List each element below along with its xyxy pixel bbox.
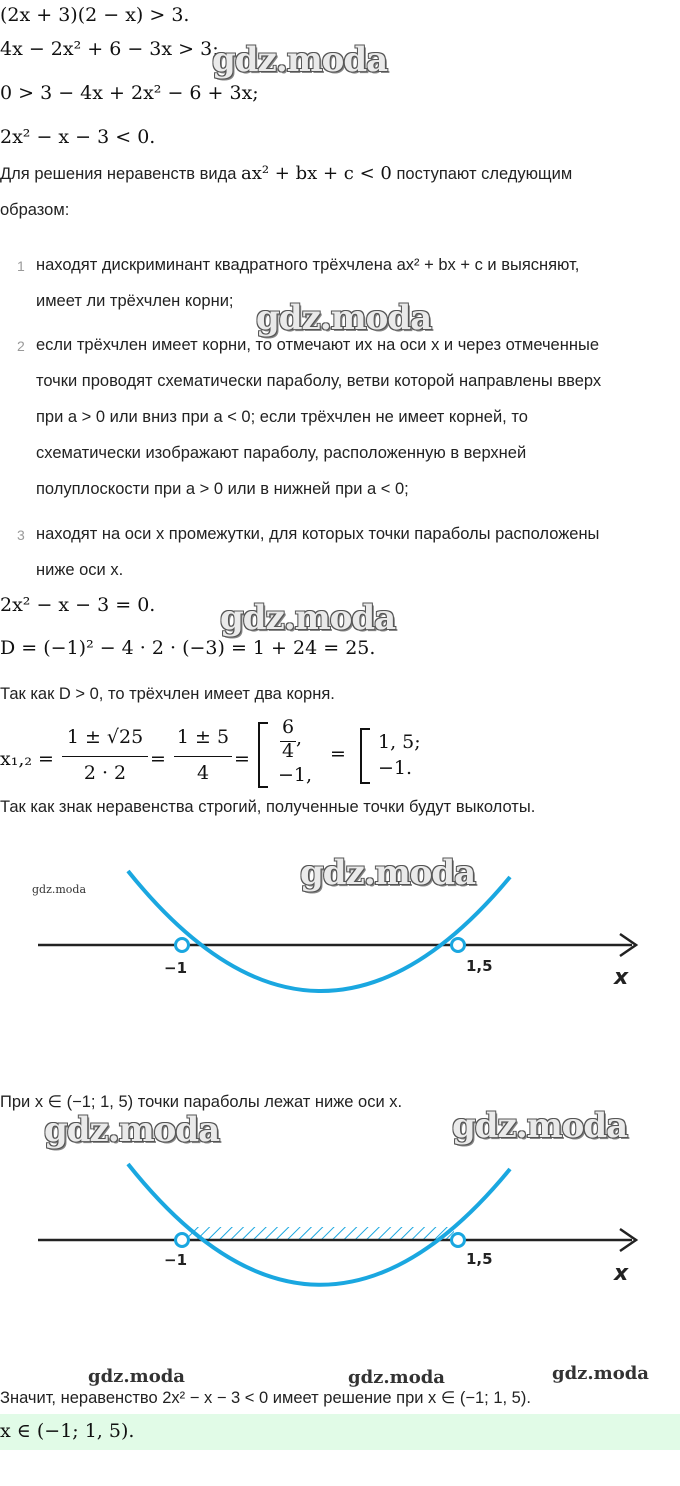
watermark: gdz.moda xyxy=(300,853,476,893)
intro-formula: ax² + bx + c < 0 xyxy=(240,163,392,184)
watermark: gdz.moda xyxy=(220,598,396,638)
watermark-small: gdz.moda xyxy=(552,1363,649,1384)
equation-line-1: (2x + 3)(2 − x) > 3. xyxy=(0,4,190,26)
parabola-graph-2 xyxy=(0,1153,680,1303)
discriminant-line: D = (−1)² − 4 · 2 · (−3) = 1 + 24 = 25. xyxy=(0,637,376,659)
below-axis-text: При x ∈ (−1; 1, 5) точки параболы лежат ниже оси x. xyxy=(0,1093,403,1111)
step-2-line-5: полуплоскости при a > 0 или в нижней при a < 0; xyxy=(36,480,409,498)
answer-box xyxy=(0,1414,680,1450)
case1-top-denominator: 4 xyxy=(282,740,295,762)
equation-line-2: 4x − 2x² + 6 − 3x > 3; xyxy=(0,38,219,60)
step-2-line-2: точки проводят схематически параболу, ветви которой направлены вверх xyxy=(36,372,602,390)
axis-label-x: x xyxy=(614,1261,629,1286)
equals-sign-1: = xyxy=(150,748,166,770)
watermark: gdz.moda xyxy=(212,40,388,80)
case-bracket-1 xyxy=(258,722,268,788)
root-right-point xyxy=(452,1234,465,1247)
watermark: gdz.moda xyxy=(256,298,432,338)
root-left-point xyxy=(176,939,189,952)
roots-numerator-2: 1 ± 5 xyxy=(176,726,230,748)
strict-note: Так как знак неравенства строгий, полученные точки будут выколоты. xyxy=(0,798,536,816)
equation-line-3: 0 > 3 − 4x + 2x² − 6 + 3x; xyxy=(0,82,259,104)
case1-top-numerator: 6 xyxy=(282,716,295,738)
intro-text-before: Для решения неравенств вида xyxy=(0,165,237,183)
solution-hatch xyxy=(186,1227,454,1240)
step-1-line-2: имеет ли трёхчлен корни; xyxy=(36,292,234,310)
root-left-point xyxy=(176,1234,189,1247)
step-1-line-1: находят дискриминант квадратного трёхчлена ax² + bx + c и выясняют, xyxy=(36,256,580,274)
roots-denominator-2: 4 xyxy=(196,762,210,784)
step-number-2: 2 xyxy=(17,338,25,354)
intro-text-after: поступают следующим xyxy=(396,165,573,183)
case1-bottom: −1, xyxy=(278,764,313,786)
step-2-line-3: при a > 0 или вниз при a < 0; если трёхчлен не имеет корней, то xyxy=(36,408,528,426)
root-right-label: 1,5 xyxy=(466,957,493,975)
roots-numerator-1: 1 ± √25 xyxy=(66,726,144,748)
case2-top: 1, 5; xyxy=(378,731,421,753)
roots-denominator-1: 2 · 2 xyxy=(83,762,127,784)
two-roots-text: Так как D > 0, то трёхчлен имеет два корня. xyxy=(0,685,335,703)
equals-sign-3: = xyxy=(330,743,346,765)
fraction-bar-1 xyxy=(62,756,148,757)
case-bracket-2 xyxy=(360,728,370,784)
watermark-small: gdz.moda xyxy=(88,1366,185,1387)
watermark: gdz.moda xyxy=(452,1106,628,1146)
equals-sign-2: = xyxy=(234,748,250,770)
watermark-small: gdz.moda xyxy=(348,1367,445,1388)
root-right-label: 1,5 xyxy=(466,1250,493,1268)
root-right-point xyxy=(452,939,465,952)
answer-text: x ∈ (−1; 1, 5). xyxy=(0,1420,135,1442)
step-2-line-1: если трёхчлен имеет корни, то отмечают их на оси x и через отмеченные xyxy=(36,336,599,354)
root-left-label: −1 xyxy=(164,959,188,977)
axis-label-x: x xyxy=(614,965,629,990)
step-number-3: 3 xyxy=(17,527,25,543)
watermark-small: gdz.moda xyxy=(32,883,87,896)
intro-line-2: образом: xyxy=(0,201,70,219)
intro-line xyxy=(0,163,572,184)
step-3-line-2: ниже оси x. xyxy=(36,561,124,579)
step-3-line-1: находят на оси x промежутки, для которых точки параболы расположены xyxy=(36,525,600,543)
conclusion-text: Значит, неравенство 2x² − x − 3 < 0 имеет решение при x ∈ (−1; 1, 5). xyxy=(0,1389,531,1407)
fraction-bar-2 xyxy=(174,756,232,757)
step-2-line-4: схематически изображают параболу, расположенную в верхней xyxy=(36,444,527,462)
root-left-label: −1 xyxy=(164,1251,188,1269)
case2-bottom: −1. xyxy=(378,757,413,779)
watermark: gdz.moda xyxy=(44,1110,220,1150)
equation-line-4: 2x² − x − 3 < 0. xyxy=(0,126,156,148)
roots-lhs: x₁,₂ = xyxy=(0,748,54,770)
step-number-1: 1 xyxy=(17,258,25,274)
equation-line-5: 2x² − x − 3 = 0. xyxy=(0,594,156,616)
case1-comma: , xyxy=(296,727,303,749)
